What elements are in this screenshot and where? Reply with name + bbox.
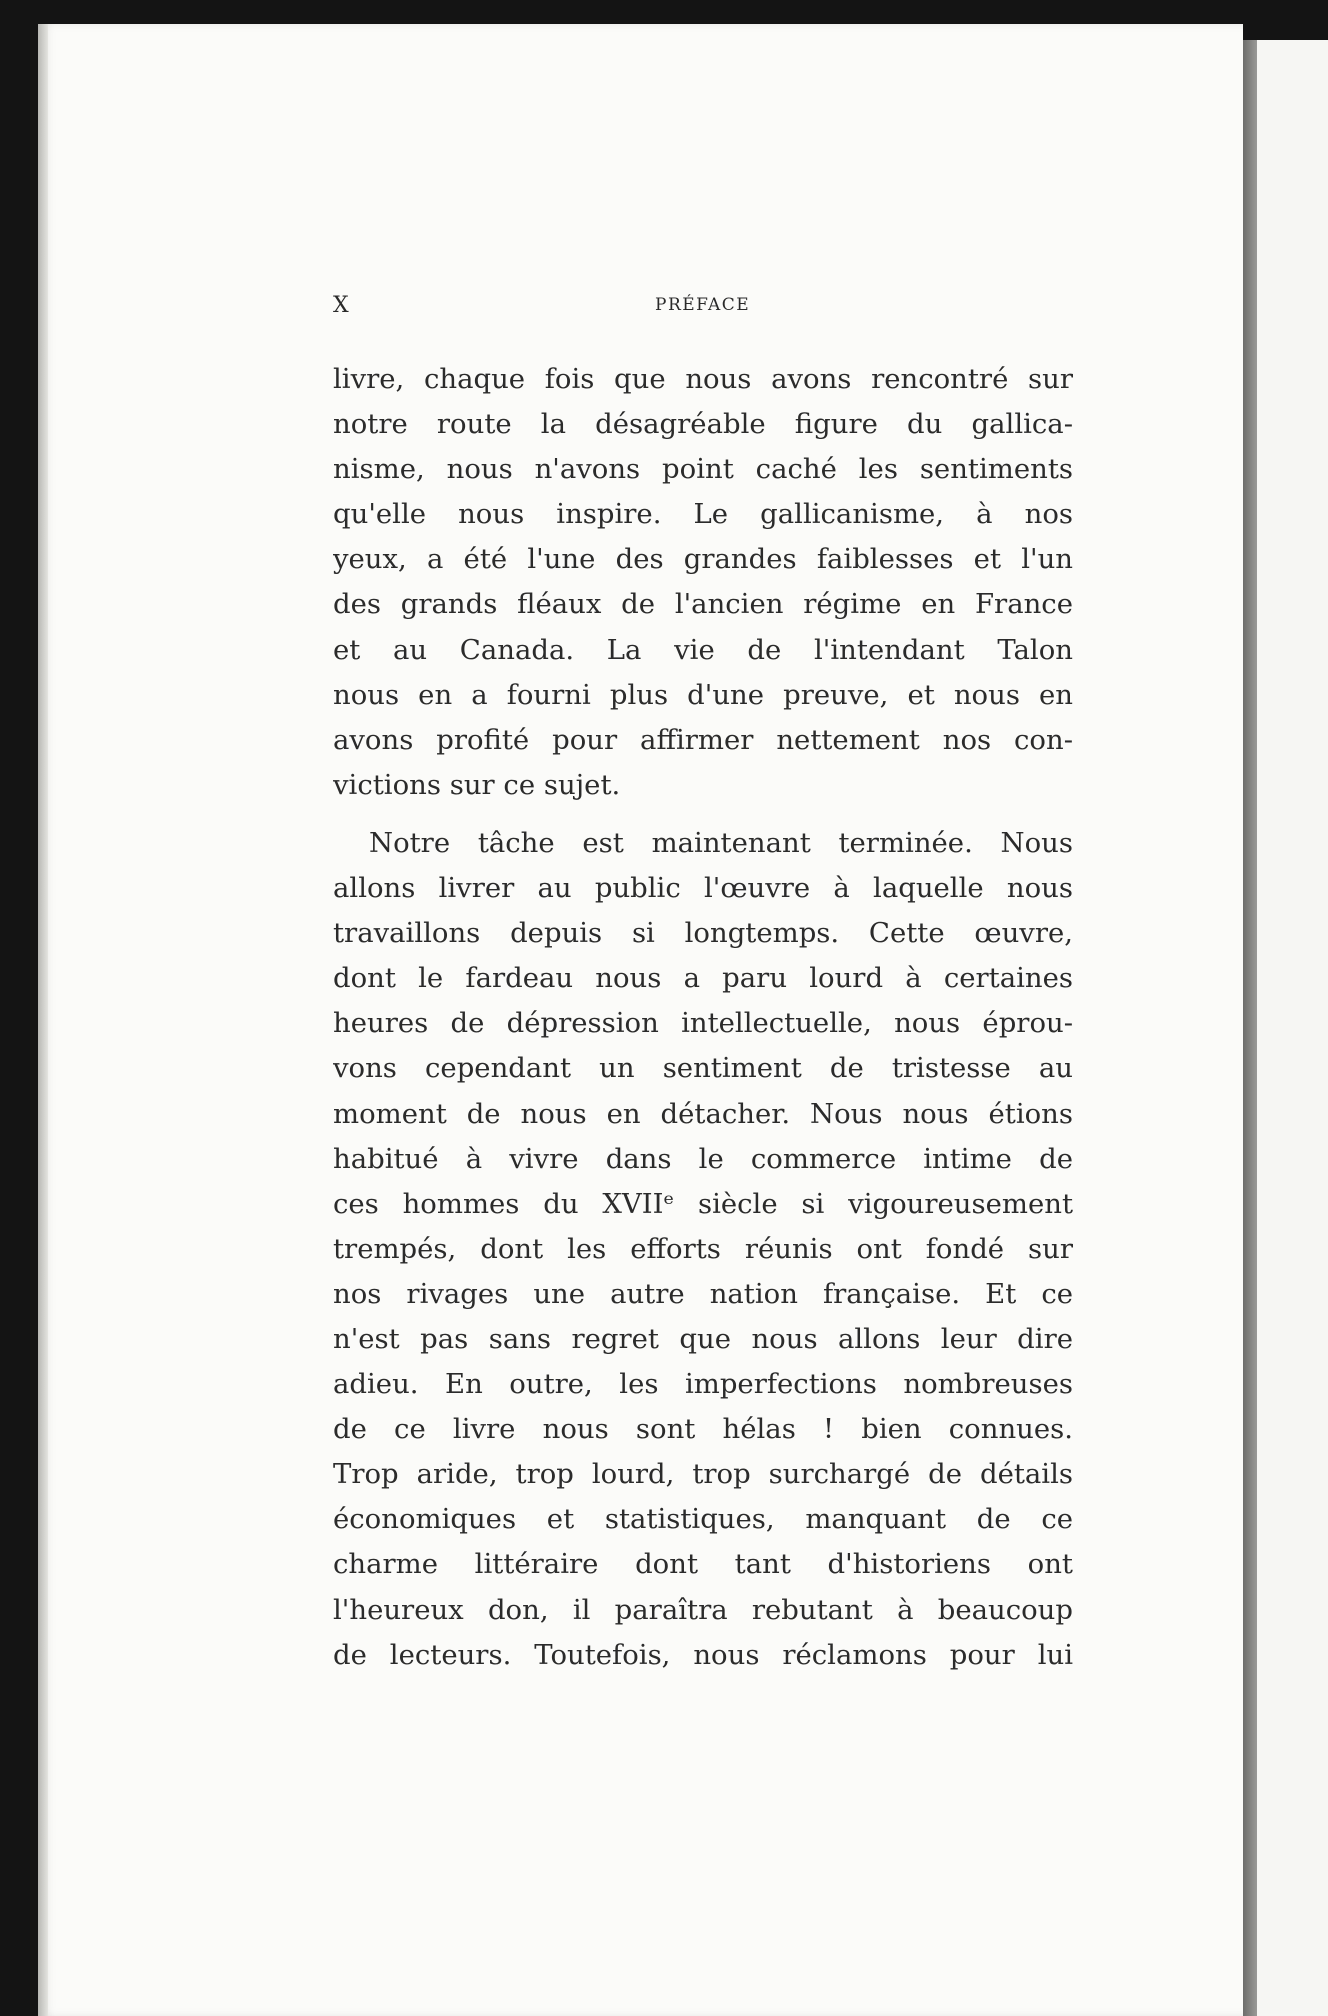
text-line: de lecteurs. Toutefois, nous réclamons pour lui [333,1638,1073,1671]
text-line: ces hommes du XVIIᵉ siècle si vigoureusement [333,1187,1073,1220]
page-header [333,293,1073,323]
text-line: moment de nous en détacher. Nous nous étions [333,1097,1073,1130]
text-line: Notre tâche est maintenant terminée. Nous [369,826,1073,859]
text-line: travaillons depuis si longtemps. Cette œuvre, [333,917,1073,950]
text-line: vons cependant un sentiment de tristesse au [333,1052,1073,1085]
book-gutter [1243,40,1257,2016]
text-line: trempés, dont les efforts réunis ont fondé sur [333,1232,1073,1265]
paragraph-spacer [333,808,1073,821]
text-line: allons livrer au public l'œuvre à laquelle nous [333,872,1073,905]
text-line: qu'elle nous inspire. Le gallicanisme, à nos [333,498,1073,531]
adjacent-page-edge [1257,40,1328,2016]
text-line: des grands fléaux de l'ancien régime en France [333,588,1073,621]
text-line: et au Canada. La vie de l'intendant Talon [333,633,1073,666]
page-edge [38,24,48,2016]
text-line: nous en a fourni plus d'une preuve, et nous en [333,678,1073,711]
text-line: n'est pas sans regret que nous allons leur dire [333,1322,1073,1355]
page-number: X [333,293,350,318]
text-line: nisme, nous n'avons point caché les sentiments [333,453,1073,486]
text-line: livre, chaque fois que nous avons rencontré sur [333,363,1073,395]
paragraph-1 [333,357,1073,808]
text-line: Trop aride, trop lourd, trop surchargé de détails [333,1458,1073,1491]
text-line: avons profité pour affirmer nettement nos con- [333,723,1073,756]
text-line: dont le fardeau nous a paru lourd à certaines [333,962,1073,995]
text-line: victions sur ce sujet. [333,768,621,801]
text-line: heures de dépression intellectuelle, nous éprou- [333,1007,1073,1040]
text-line: économiques et statistiques, manquant de ce [333,1503,1073,1536]
text-line: de ce livre nous sont hélas ! bien connues. [333,1413,1073,1446]
text-line: habitué à vivre dans le commerce intime de [333,1142,1073,1175]
body-text [333,357,1073,1678]
text-line: adieu. En outre, les imperfections nombreuses [333,1368,1073,1401]
text-line: l'heureux don, il paraîtra rebutant à beaucoup [333,1593,1073,1626]
text-line: charme littéraire dont tant d'historiens ont [333,1548,1073,1581]
text-line: notre route la désagréable figure du gallica- [333,408,1073,441]
paragraph-2 [333,821,1073,1678]
text-line: nos rivages une autre nation française. Et ce [333,1277,1073,1310]
running-title: PRÉFACE [655,295,751,315]
text-line: yeux, a été l'une des grandes faiblesses et l'un [333,543,1073,576]
